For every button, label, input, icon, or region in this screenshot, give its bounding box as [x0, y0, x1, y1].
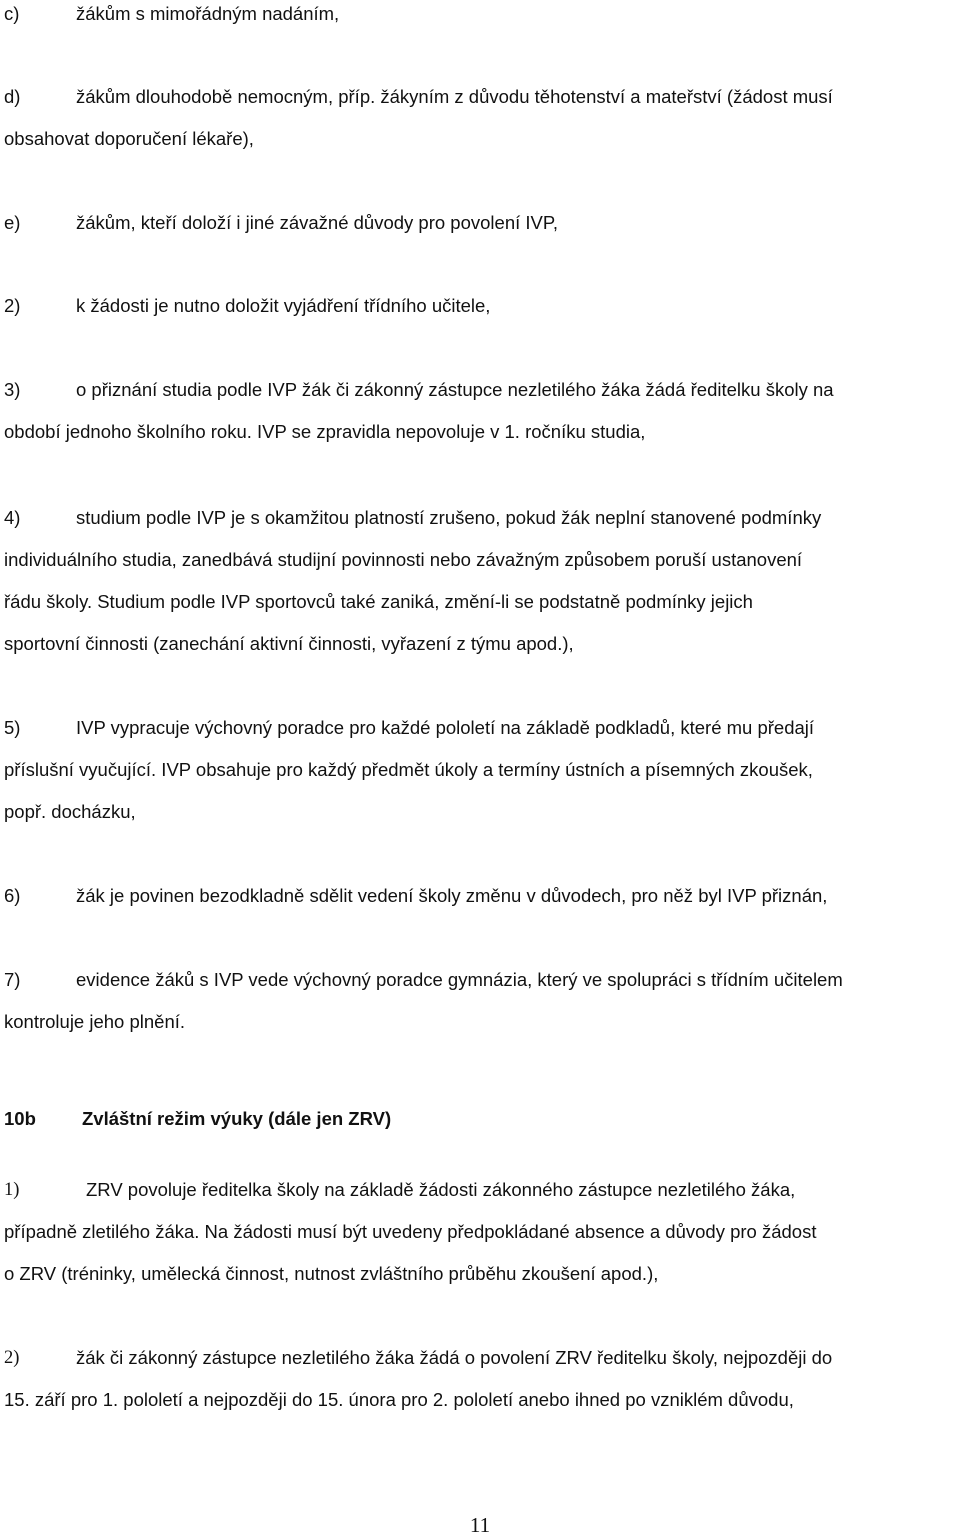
item-text: příslušní vyučující. IVP obsahuje pro každý předmět úkoly a termíny ústních a písemných zkoušek,: [4, 759, 813, 780]
item-text: řádu školy. Studium podle IVP sportovců také zaniká, změní-li se podstatně podmínky jejich: [4, 591, 753, 612]
item-text: kontroluje jeho plnění.: [4, 1011, 186, 1032]
item-text: evidence žáků s IVP vede výchovný poradce gymnázia, který ve spolupráci s třídním učitelem: [76, 969, 843, 990]
page-number: 11: [469, 1513, 491, 1537]
item-text: žákům, kteří doloží i jiné závažné důvody pro povolení IVP,: [76, 212, 558, 233]
item-label: 2): [4, 1348, 20, 1368]
item-label: 3): [4, 379, 21, 400]
item-text: sportovní činnosti (zanechání aktivní činnosti, vyřazení z týmu apod.),: [4, 633, 574, 654]
item-label: 1): [4, 1180, 20, 1200]
item-text: studium podle IVP je s okamžitou platností zrušeno, pokud žák neplní stanovené podmínky: [76, 507, 822, 528]
item-label: 2): [4, 295, 21, 316]
item-label: 6): [4, 885, 21, 906]
section-title: Zvláštní režim výuky (dále jen ZRV): [82, 1108, 392, 1129]
item-text: IVP vypracuje výchovný poradce pro každé pololetí na základě podkladů, které mu předají: [76, 717, 815, 738]
item-label: d): [4, 86, 21, 107]
item-text: k žádosti je nutno doložit vyjádření třídního učitele,: [76, 295, 491, 316]
item-text: popř. docházku,: [4, 801, 136, 822]
item-label: e): [4, 212, 21, 233]
item-text: žákům s mimořádným nadáním,: [76, 3, 340, 24]
item-label: 7): [4, 969, 21, 990]
item-text: o přiznání studia podle IVP žák či zákonný zástupce nezletilého žáka žádá ředitelku školy na: [76, 379, 834, 400]
item-text: období jednoho školního roku. IVP se zpravidla nepovoluje v 1. ročníku studia,: [4, 421, 646, 442]
item-text: individuálního studia, zanedbává studijní povinnosti nebo závažným způsobem poruší ustanovení: [4, 549, 803, 570]
item-text: ZRV povoluje ředitelka školy na základě žádosti zákonného zástupce nezletilého žáka,: [86, 1179, 796, 1200]
section-number: 10b: [4, 1108, 36, 1129]
item-text: žák či zákonný zástupce nezletilého žáka žádá o povolení ZRV ředitelku školy, nejpozději do: [76, 1347, 833, 1368]
item-label: c): [4, 3, 20, 24]
item-text: o ZRV (tréninky, umělecká činnost, nutnost zvláštního průběhu zkoušení apod.),: [4, 1263, 659, 1284]
item-text: žákům dlouhodobě nemocným, příp. žákyním z důvodu těhotenství a mateřství (žádost musí: [76, 86, 833, 107]
item-label: 4): [4, 507, 21, 528]
item-text: obsahovat doporučení lékaře),: [4, 128, 254, 149]
item-text: žák je povinen bezodkladně sdělit vedení školy změnu v důvodech, pro něž byl IVP přiznán,: [76, 885, 828, 906]
item-text: 15. září pro 1. pololetí a nejpozději do 15. února pro 2. pololetí anebo ihned po vzniklém důvodu,: [4, 1389, 794, 1410]
item-label: 5): [4, 717, 21, 738]
item-text: případně zletilého žáka. Na žádosti musí být uvedeny předpokládané absence a důvody pro žádost: [4, 1221, 817, 1242]
